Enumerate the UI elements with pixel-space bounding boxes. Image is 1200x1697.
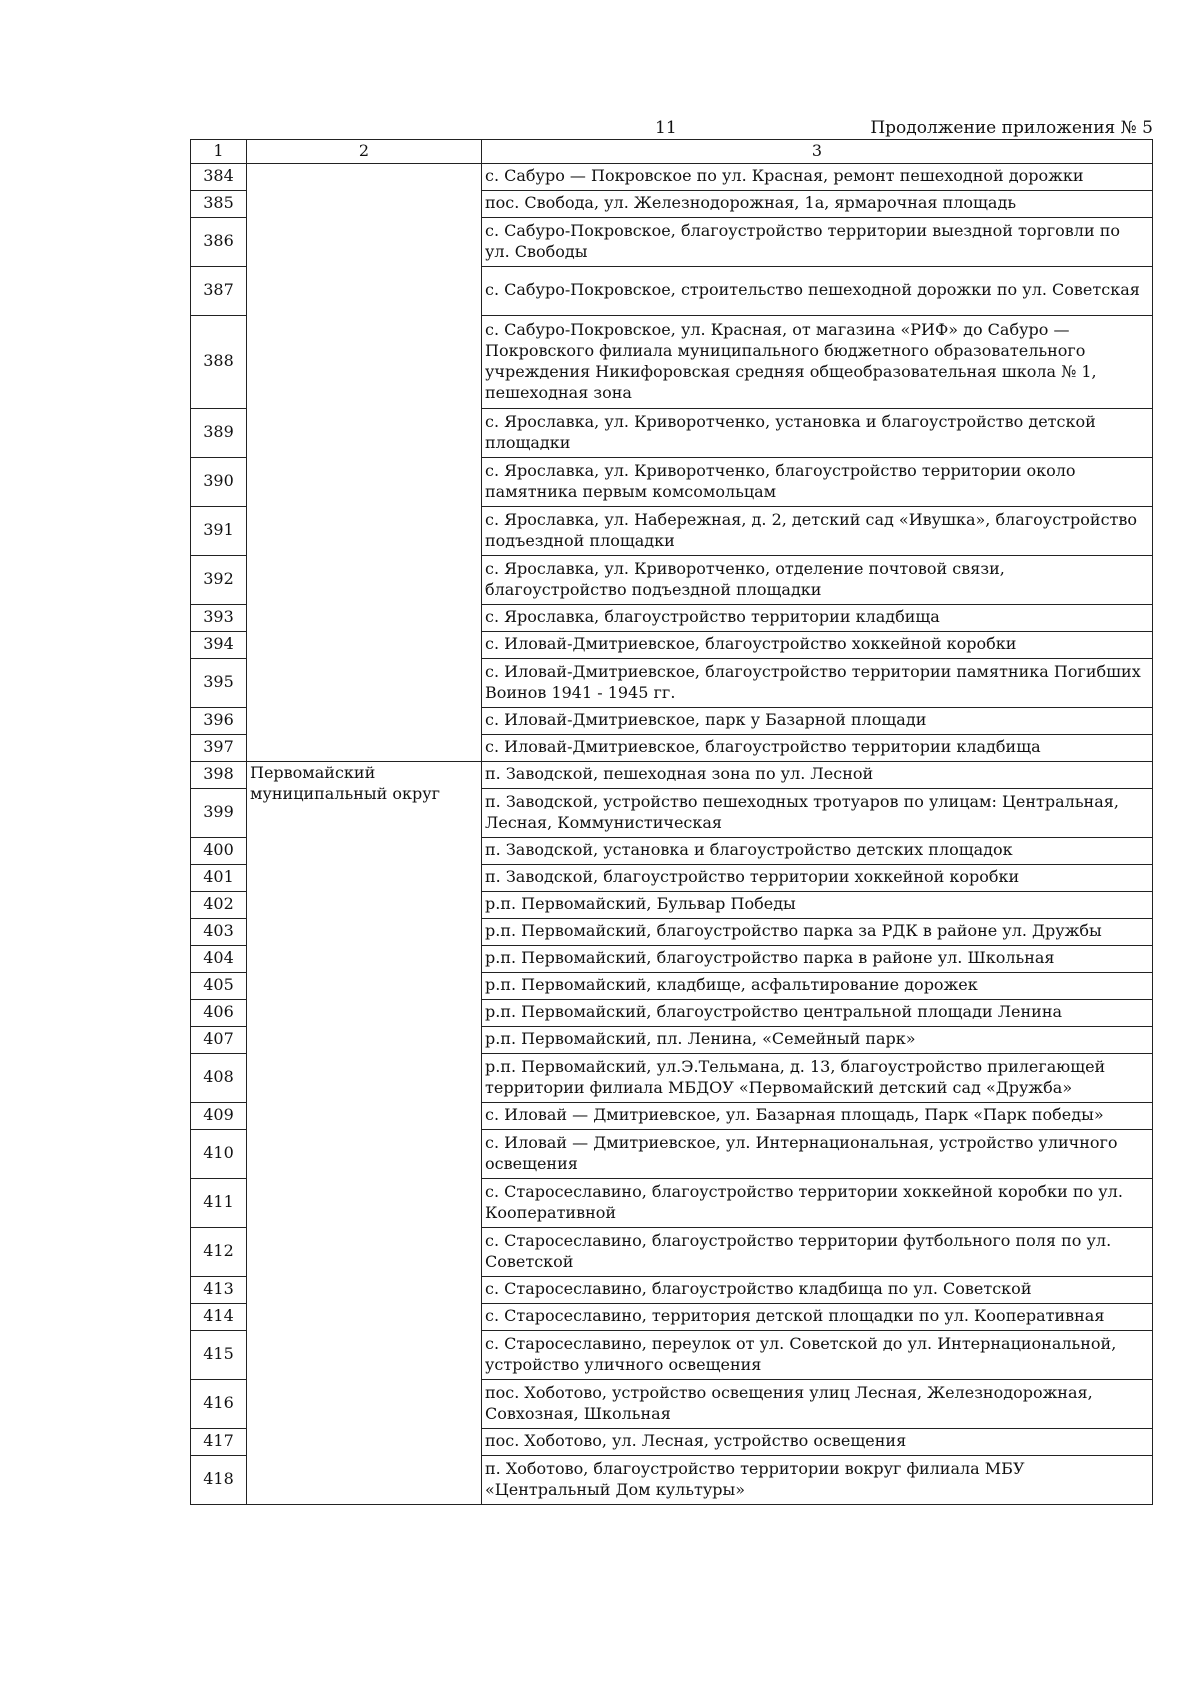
row-number: 402	[191, 891, 247, 918]
row-number: 410	[191, 1129, 247, 1178]
row-text: р.п. Первомайский, Бульвар Победы	[482, 891, 1153, 918]
column-header: 2	[247, 140, 482, 164]
row-number: 412	[191, 1227, 247, 1276]
row-number: 414	[191, 1303, 247, 1330]
objects-table	[190, 139, 1153, 1505]
row-text: с. Старосеславино, территория детской площадки по ул. Кооперативная	[482, 1303, 1153, 1330]
district-cell-empty	[247, 163, 482, 761]
row-number: 386	[191, 217, 247, 266]
row-text: с. Сабуро — Покровское по ул. Красная, ремонт пешеходной дорожки	[482, 163, 1153, 190]
table-header-row	[191, 140, 1153, 164]
row-text: с. Старосеславино, благоустройство территории хоккейной коробки по ул. Кооперативной	[482, 1178, 1153, 1227]
row-text: с. Старосеславино, благоустройство территории футбольного поля по ул. Советской	[482, 1227, 1153, 1276]
row-number: 385	[191, 190, 247, 217]
row-text: п. Хоботово, благоустройство территории вокруг филиала МБУ «Центральный Дом культуры»	[482, 1455, 1153, 1504]
row-text: с. Сабуро-Покровское, благоустройство территории выездной торговли по ул. Свободы	[482, 217, 1153, 266]
row-text: п. Заводской, установка и благоустройство детских площадок	[482, 837, 1153, 864]
row-text: с. Сабуро-Покровское, ул. Красная, от магазина «РИФ» до Сабуро — Покровского филиала муниципального бюджетного образовательного учреждения Никифоровская средняя общеобразовательная школа № 1, пешеходная зона	[482, 315, 1153, 408]
row-text: р.п. Первомайский, пл. Ленина, «Семейный парк»	[482, 1026, 1153, 1053]
column-header: 3	[482, 140, 1153, 164]
row-number: 404	[191, 945, 247, 972]
row-text: п. Заводской, устройство пешеходных тротуаров по улицам: Центральная, Лесная, Коммунистическая	[482, 788, 1153, 837]
row-number: 407	[191, 1026, 247, 1053]
row-number: 409	[191, 1102, 247, 1129]
row-number: 396	[191, 707, 247, 734]
row-number: 408	[191, 1053, 247, 1102]
row-number: 415	[191, 1330, 247, 1379]
table-row	[191, 163, 1153, 190]
district-name: Первомайский муниципальный округ	[247, 761, 482, 1504]
row-text: р.п. Первомайский, ул.Э.Тельмана, д. 13, благоустройство прилегающей территории филиала МБДОУ «Первомайский детский сад «Дружба»	[482, 1053, 1153, 1102]
row-number: 417	[191, 1428, 247, 1455]
row-number: 387	[191, 266, 247, 315]
row-text: с. Ярославка, благоустройство территории кладбища	[482, 604, 1153, 631]
row-text: п. Заводской, пешеходная зона по ул. Лесной	[482, 761, 1153, 788]
row-text: с. Ярославка, ул. Криворотченко, установка и благоустройство детской площадки	[482, 408, 1153, 457]
row-number: 403	[191, 918, 247, 945]
row-number: 392	[191, 555, 247, 604]
row-number: 411	[191, 1178, 247, 1227]
row-text: пос. Хоботово, устройство освещения улиц Лесная, Железнодорожная, Совхозная, Школьная	[482, 1379, 1153, 1428]
row-number: 406	[191, 999, 247, 1026]
row-number: 391	[191, 506, 247, 555]
row-text: с. Старосеславино, благоустройство кладбища по ул. Советской	[482, 1276, 1153, 1303]
row-text: пос. Хоботово, ул. Лесная, устройство освещения	[482, 1428, 1153, 1455]
row-text: пос. Свобода, ул. Железнодорожная, 1а, ярмарочная площадь	[482, 190, 1153, 217]
row-text: с. Иловай-Дмитриевское, благоустройство хоккейной коробки	[482, 631, 1153, 658]
row-number: 398	[191, 761, 247, 788]
row-number: 399	[191, 788, 247, 837]
row-text: с. Иловай — Дмитриевское, ул. Интернациональная, устройство уличного освещения	[482, 1129, 1153, 1178]
row-text: с. Ярославка, ул. Криворотченко, отделение почтовой связи, благоустройство подъездной площадки	[482, 555, 1153, 604]
row-text: с. Иловай-Дмитриевское, благоустройство территории кладбища	[482, 734, 1153, 761]
row-number: 401	[191, 864, 247, 891]
row-number: 400	[191, 837, 247, 864]
row-number: 413	[191, 1276, 247, 1303]
row-text: с. Сабуро-Покровское, строительство пешеходной дорожки по ул. Советская	[482, 266, 1153, 315]
page-number: 11	[655, 118, 677, 138]
row-text: р.п. Первомайский, кладбище, асфальтирование дорожек	[482, 972, 1153, 999]
row-text: р.п. Первомайский, благоустройство парка за РДК в районе ул. Дружбы	[482, 918, 1153, 945]
row-number: 395	[191, 658, 247, 707]
row-number: 388	[191, 315, 247, 408]
row-text: с. Иловай-Дмитриевское, парк у Базарной площади	[482, 707, 1153, 734]
row-number: 394	[191, 631, 247, 658]
row-text: с. Старосеславино, переулок от ул. Советской до ул. Интернациональной, устройство уличного освещения	[482, 1330, 1153, 1379]
appendix-caption: Продолжение приложения № 5	[870, 118, 1153, 138]
row-number: 390	[191, 457, 247, 506]
column-header: 1	[191, 140, 247, 164]
row-text: с. Иловай — Дмитриевское, ул. Базарная площадь, Парк «Парк победы»	[482, 1102, 1153, 1129]
row-number: 416	[191, 1379, 247, 1428]
row-number: 389	[191, 408, 247, 457]
row-text: р.п. Первомайский, благоустройство парка в районе ул. Школьная	[482, 945, 1153, 972]
row-number: 384	[191, 163, 247, 190]
row-text: р.п. Первомайский, благоустройство центральной площади Ленина	[482, 999, 1153, 1026]
row-number: 418	[191, 1455, 247, 1504]
table-row	[191, 761, 1153, 788]
row-number: 397	[191, 734, 247, 761]
row-number: 405	[191, 972, 247, 999]
row-text: с. Иловай-Дмитриевское, благоустройство территории памятника Погибших Воинов 1941 - 1945 гг.	[482, 658, 1153, 707]
row-text: с. Ярославка, ул. Набережная, д. 2, детский сад «Ивушка», благоустройство подъездной площадки	[482, 506, 1153, 555]
row-text: п. Заводской, благоустройство территории хоккейной коробки	[482, 864, 1153, 891]
row-text: с. Ярославка, ул. Криворотченко, благоустройство территории около памятника первым комсомольцам	[482, 457, 1153, 506]
row-number: 393	[191, 604, 247, 631]
